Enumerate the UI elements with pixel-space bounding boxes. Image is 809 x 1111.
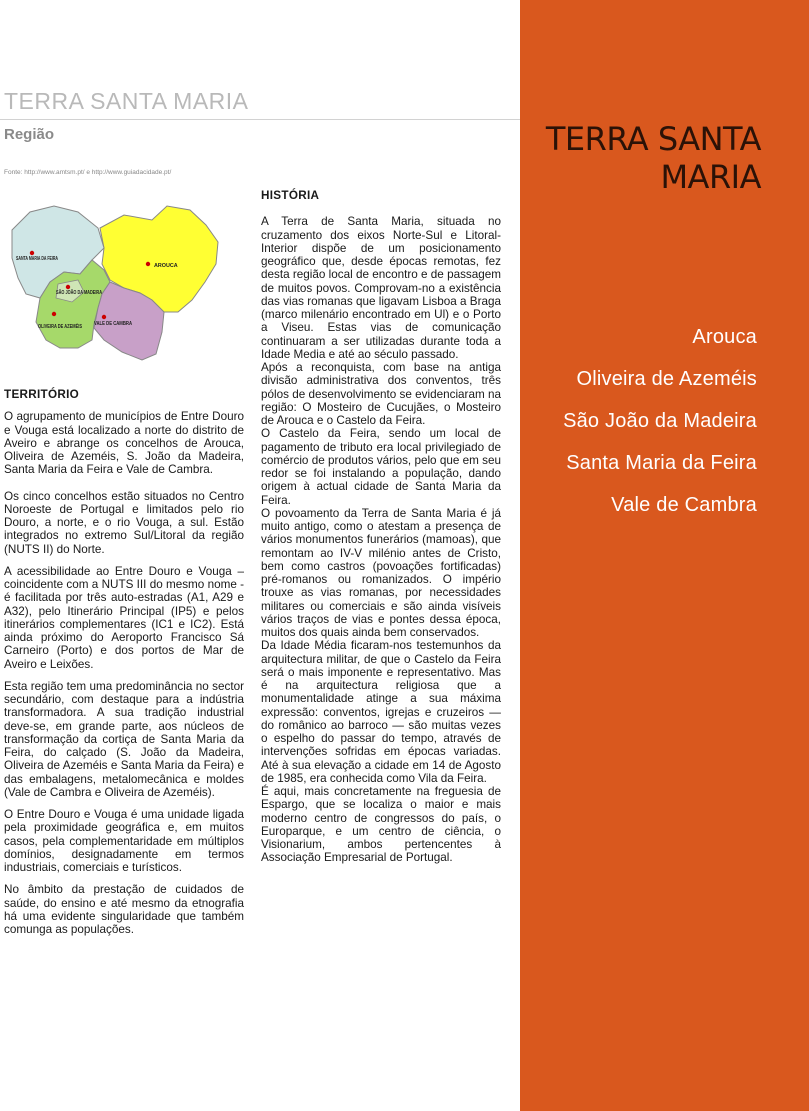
map-label-oliveira: OLIVEIRA DE AZEMÉIS (38, 324, 98, 330)
sidebar-title-line2: MARIA (660, 158, 761, 196)
region-map (2, 190, 242, 368)
territorio-paragraph: No âmbito da prestação de cuidados de saúde, do ensino e até mesmo da etnografia há uma evidente singularidade que também comunga as populações. (4, 883, 244, 936)
historia-column (261, 189, 501, 865)
sidebar-title (546, 120, 761, 196)
territorio-heading: TERRITÓRIO (4, 388, 80, 401)
territorio-paragraph: O Entre Douro e Vouga é uma unidade ligada pela proximidade geográfica e, em muitos casos, pela complementaridade em múltiplos domínios, designadamente em termos industriais, comerciais e turísticos. (4, 808, 244, 874)
municipality-item: Santa Maria da Feira (566, 452, 757, 474)
historia-heading: HISTÓRIA (261, 189, 320, 202)
historia-paragraph: É aqui, mais concretamente na freguesia de Espargo, que se localiza o maior e mais moderno centro de congressos do país, o Europarque, e um centro de ciência, o Visionarium, ambos pertencentes à Associação Empresarial de Portugal. (261, 785, 501, 865)
map-label-feira: SANTA MARIA DA FEIRA (16, 256, 59, 262)
historia-paragraph: O povoamento da Terra de Santa Maria é já muito antigo, como o atestam a presença de vários monumentos funerários (mamoas), que remontam ao IV-V milénio antes de Cristo, bem como castros (povoações fortificadas) pré-romanos ou romanizados. O império trouxe as vias romanas, por necessidades militares ou comerciais e são ainda visíveis vários traços de vias e pontes dessa época, muitos dos quais ainda bem conservados. (261, 506, 501, 639)
map-marker-arouca (146, 262, 150, 266)
municipality-item: São João da Madeira (563, 410, 757, 432)
map-label-sjmadeira: SÃO JOÃO DA MADEIRA (56, 290, 121, 296)
sidebar-title-line1: TERRA SANTA (545, 120, 761, 158)
municipality-list (563, 316, 757, 526)
territorio-paragraph: A acessibilidade ao Entre Douro e Vouga – coincidente com a NUTS III do mesmo nome - é facilitada por três auto-estradas (A1, A29 e A32), pelo Itinerário Principal (IP5) e pelos itinerários complementares (IC1 e IC2). Está ainda próximo do Aeroporto Francisco Sá Carneiro (Porto) e dos portos de Mar de Aveiro e Leixões. (4, 564, 244, 671)
page-subtitle: Região (4, 126, 55, 143)
map-label-cambra: VALE DE CAMBRA (94, 321, 133, 327)
territorio-column (4, 388, 244, 936)
map-marker-oliveira (52, 312, 56, 316)
map-marker-cambra (102, 315, 106, 319)
historia-paragraph: O Castelo da Feira, sendo um local de pagamento de tributo era local privilegiado de comércio de produtos vários, pelo que em seu redor se foi instalando a população, dando origem à actual cidade de Santa Maria da Feira. (261, 427, 501, 507)
map-marker-feira (30, 251, 34, 255)
territorio-paragraph: Esta região tem uma predominância no sector secundário, com destaque para a indústria transformadora. A sua tradição industrial deve-se, em grande parte, aos núcleos de transformação da cortiça de Santa Maria da Feira, do calçado (S. João da Madeira, Oliveira de Azeméis e Santa Maria da Feira) e das embalagens, metalomecânica e moldes (Vale de Cambra e Oliveira de Azeméis). (4, 679, 244, 799)
historia-paragraph: A Terra de Santa Maria, situada no cruzamento dos eixos Norte-Sul e Litoral-Interior dispõe de um posicionamento geográfico que, desde épocas remotas, fez desta região local de encontro e de passagem de muitos povos. Comprovam-no a existência das vias romanas que ligavam Lisboa a Braga (marco milenário encontrado em Ul) e o Porto a Viseu. Estas vias de comunicação continuaram a ser utilizadas durante toda a Idade Media e até ao século passado. (261, 215, 501, 361)
municipality-item: Arouca (692, 326, 757, 348)
territorio-paragraph: Os cinco concelhos estão situados no Centro Noroeste de Portugal e limitados pelo rio Douro, a norte, e o rio Vouga, a sul. Estão integrados no extremo Sul/Litoral da região (NUTS II) do Norte. (4, 489, 244, 556)
map-label-arouca: AROUCA (154, 263, 178, 269)
territorio-paragraph: O agrupamento de municípios de Entre Douro e Vouga está localizado a norte do distrito de Aveiro e abrange os concelhos de Arouca, Oliveira de Azeméis, S. João da Madeira, Santa Maria da Feira e Vale de Cambra. (4, 410, 244, 477)
source-note: Fonte: http://www.amtsm.pt/ e http://www.guiadacidade.pt/ (4, 169, 172, 176)
historia-paragraph: Após a reconquista, com base na antiga divisão administrativa dos conventos, três pólos de desenvolvimento se evidenciaram na região: O Mosteiro de Cucujães, o Mosteiro de Arouca e o Castelo da Feira. (261, 361, 501, 427)
map-marker-sjmadeira (66, 285, 70, 289)
municipality-item: Oliveira de Azeméis (576, 368, 757, 390)
municipality-item: Vale de Cambra (611, 494, 757, 516)
header-divider (0, 119, 520, 120)
historia-paragraph: Da Idade Média ficaram-nos testemunhos da arquitectura militar, de que o Castelo da Feira será o mais imponente e representativo. Mas é na arquitectura religiosa que a monumentalidade atinge a sua máxima expressão: conventos, igrejas e cruzeiros — do românico ao barroco — são muitas vezes o espelho do passar do tempo, através de intervenções sofridas em épocas variadas. Até à sua elevação a cidade em 14 de Agosto de 1985, era conhecida como Vila da Feira. (261, 639, 501, 785)
page-title: TERRA SANTA MARIA (4, 88, 249, 114)
